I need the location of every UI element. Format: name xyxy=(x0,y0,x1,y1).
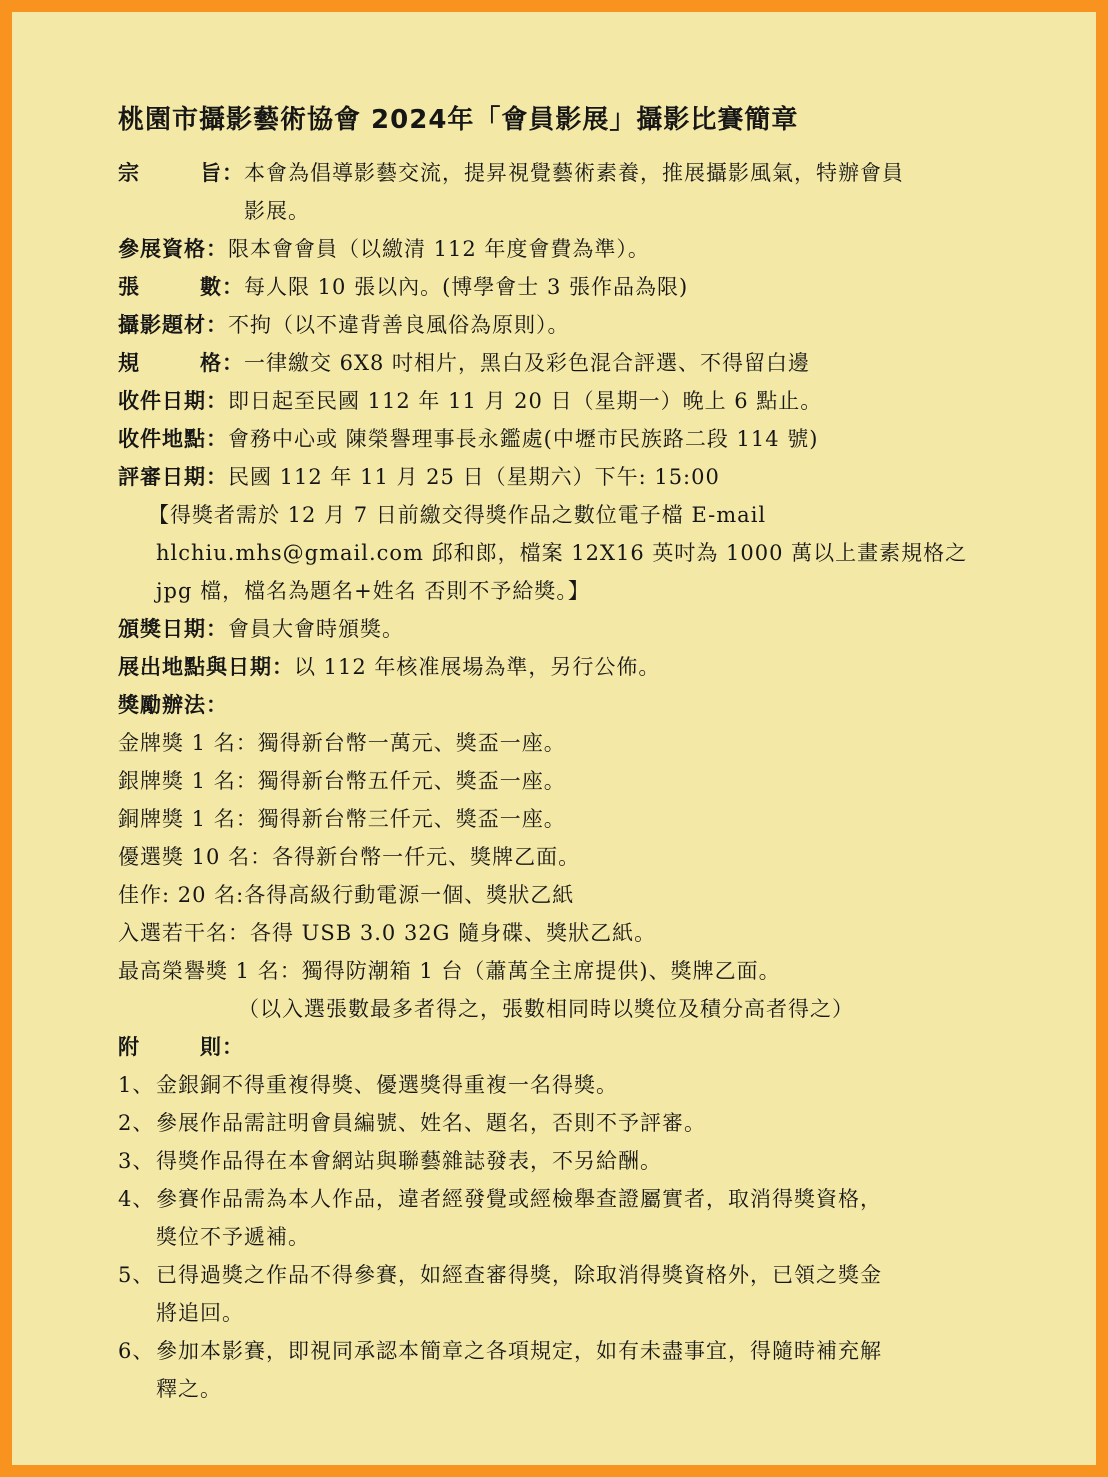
quantity-label: 張 數 ： xyxy=(118,275,244,299)
quantity-value: 每人限 10 張以內。(博學會士 3 張作品為限) xyxy=(244,275,689,299)
rule-item: 1、 金銀銅不得重複得獎、優選獎得重複一名得獎。 xyxy=(118,1073,618,1097)
document-title: 桃園市攝影藝術協會 2024年「會員影展」攝影比賽簡章 xyxy=(118,105,799,135)
award-item-selected: 入選若干名：各得 USB 3.0 32G 隨身碟、獎狀乙紙。 xyxy=(118,921,657,945)
note-line: jpg 檔，檔名為題名+姓名 否則不予給獎。】 xyxy=(156,579,590,603)
eligibility-value: 限本會會員（以繳清 112 年度會費為準）。 xyxy=(228,237,650,261)
award-ceremony-label: 頒獎日期： xyxy=(118,617,228,641)
rule-item: 2、 參展作品需註明會員編號、姓名、題名，否則不予評審。 xyxy=(118,1111,706,1135)
award-ceremony-field xyxy=(118,610,1018,648)
award-ceremony-value: 會員大會時頒獎。 xyxy=(228,617,404,641)
subject-label: 攝影題材： xyxy=(118,313,228,337)
award-item-merit: 優選獎 10 名：各得新台幣一仟元、獎牌乙面。 xyxy=(118,845,581,869)
document-page xyxy=(12,12,1096,1465)
exhibition-value: 以 112 年核准展場為準，另行公佈。 xyxy=(294,655,661,679)
exhibition-label: 展出地點與日期： xyxy=(118,655,294,679)
eligibility-label: 參展資格： xyxy=(118,237,228,261)
deadline-field xyxy=(118,382,1018,420)
location-value: 會務中心或 陳榮譽理事長永鑑處(中壢市民族路二段 114 號) xyxy=(228,427,819,451)
location-field xyxy=(118,420,1018,458)
rule-item: 4、 參賽作品需為本人作品，違者經發覺或經檢舉查證屬實者，取消得獎資格， 獎位不予遞補。 xyxy=(118,1187,882,1249)
rule-item: 3、 得獎作品得在本會網站與聯藝雜誌發表，不另給酬。 xyxy=(118,1149,662,1173)
award-item-bronze: 銅牌獎 1 名：獨得新台幣三仟元、獎盃一座。 xyxy=(118,807,566,831)
judging-value: 民國 112 年 11 月 25 日（星期六）下午: 15:00 xyxy=(228,465,720,489)
rules-heading xyxy=(118,1028,1018,1066)
awards-footnote: （以入選張數最多者得之，張數相同時以獎位及積分高者得之） xyxy=(238,997,854,1021)
location-label: 收件地點： xyxy=(118,427,228,451)
deadline-value: 即日起至民國 112 年 11 月 20 日（星期一）晚上 6 點止。 xyxy=(228,389,823,413)
eligibility-field xyxy=(118,230,1018,268)
spec-label: 規 格 ： xyxy=(118,351,244,375)
note-line: hlchiu.mhs@gmail.com 邱和郎，檔案 12X16 英吋為 1000 萬以上畫素規格之 xyxy=(156,541,968,565)
spec-field xyxy=(118,344,1018,382)
submission-note xyxy=(118,496,1018,610)
quantity-field xyxy=(118,268,1018,306)
purpose-value: 本會為倡導影藝交流，提昇視覺藝術素養，推展攝影風氣，特辦會員 影展。 xyxy=(244,161,904,223)
award-item-highest-honor: 最高榮譽獎 1 名：獨得防潮箱 1 台（蕭萬全主席提供)、獎牌乙面。 xyxy=(118,959,781,983)
purpose-field xyxy=(118,154,1018,230)
subject-value: 不拘（以不違背善良風俗為原則）。 xyxy=(228,313,570,337)
judging-label: 評審日期： xyxy=(118,465,228,489)
award-item-gold: 金牌獎 1 名：獨得新台幣一萬元、獎盃一座。 xyxy=(118,731,566,755)
document-content xyxy=(118,100,1018,1408)
subject-field xyxy=(118,306,1018,344)
rule-item: 6、 參加本影賽，即視同承認本簡章之各項規定，如有未盡事宜，得隨時補充解 釋之。 xyxy=(118,1339,882,1401)
exhibition-field xyxy=(118,648,1018,686)
awards-label: 獎勵辦法： xyxy=(118,693,228,717)
award-item-silver: 銀牌獎 1 名：獨得新台幣五仟元、獎盃一座。 xyxy=(118,769,566,793)
awards-heading xyxy=(118,686,1018,724)
award-item-honorable: 佳作: 20 名:各得高級行動電源一個、獎狀乙紙 xyxy=(118,883,575,907)
spec-value: 一律繳交 6X8 吋相片，黑白及彩色混合評選、不得留白邊 xyxy=(244,351,811,375)
note-line: 【得獎者需於 12 月 7 日前繳交得獎作品之數位電子檔 E-mail xyxy=(148,503,767,527)
judging-field xyxy=(118,458,1018,496)
deadline-label: 收件日期： xyxy=(118,389,228,413)
purpose-label: 宗 旨 ： xyxy=(118,161,244,185)
rule-item: 5、 已得過獎之作品不得參賽，如經查審得獎，除取消得獎資格外，已領之獎金 將追回。 xyxy=(118,1263,882,1325)
rules-label: 附 則 ： xyxy=(118,1035,244,1059)
